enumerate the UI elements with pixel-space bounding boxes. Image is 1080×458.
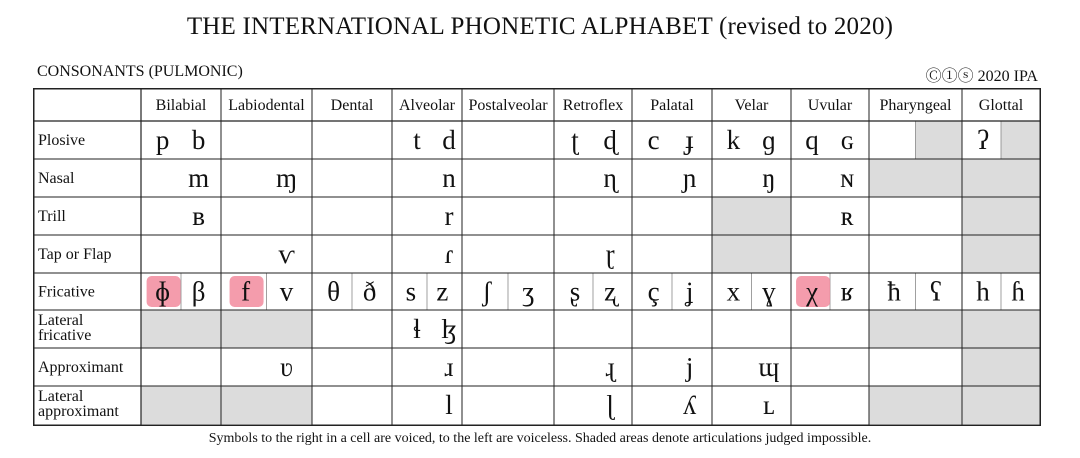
- voiceless-symbol: ç: [647, 276, 660, 307]
- voiceless-symbol: p: [155, 125, 170, 155]
- column-header-labiodental: Labiodental: [228, 97, 305, 114]
- impossible-shade: [141, 310, 221, 348]
- voiced-symbol: n: [442, 163, 456, 193]
- row-label-line2: fricative: [38, 327, 92, 344]
- voiced-symbol: ɴ: [840, 163, 854, 193]
- voiceless-symbol: ɬ: [413, 314, 421, 344]
- impossible-shade: [962, 235, 1040, 273]
- voiced-symbol: ɦ: [1011, 276, 1025, 307]
- voiced-symbol: ɹ: [444, 352, 454, 382]
- impossible-shade: [916, 121, 963, 159]
- voiced-symbol: ɻ: [605, 352, 615, 382]
- chart-background: [33, 88, 1041, 426]
- voiced-symbol: v: [279, 276, 294, 307]
- voiceless-symbol: k: [726, 125, 741, 155]
- impossible-shade: [221, 386, 312, 424]
- voiced-symbol: ʟ: [763, 390, 775, 420]
- voiced-symbol: ɭ: [606, 390, 614, 420]
- column-header-palatal: Palatal: [650, 97, 694, 114]
- impossible-shade: [962, 348, 1040, 386]
- voiced-symbol: l: [445, 390, 453, 420]
- impossible-shade: [869, 159, 962, 197]
- column-header-dental: Dental: [330, 97, 374, 114]
- column-header-retroflex: Retroflex: [562, 97, 624, 114]
- row-label-line2: approximant: [38, 403, 119, 420]
- voiceless-symbol: ʂ: [569, 276, 581, 307]
- voiced-symbol: β: [191, 276, 206, 307]
- voiceless-symbol: f: [241, 276, 251, 307]
- row-label: Trill: [38, 208, 66, 225]
- row-label-line1: Lateral: [38, 312, 84, 329]
- voiceless-symbol: c: [647, 125, 660, 155]
- voiced-symbol: z: [436, 276, 449, 307]
- impossible-shade: [221, 310, 312, 348]
- voiced-symbol: ɱ: [276, 163, 298, 193]
- voiced-symbol: ʎ: [682, 390, 697, 420]
- row-label: Fricative: [38, 283, 95, 301]
- impossible-shade: [962, 159, 1040, 197]
- voiced-symbol: ʁ: [840, 276, 854, 307]
- voiced-symbol: ɽ: [605, 239, 615, 269]
- voiceless-symbol: s: [405, 276, 417, 307]
- column-header-pharyngeal: Pharyngeal: [879, 97, 952, 114]
- chart-footnote: Symbols to the right in a cell are voiced, to the left are voiceless. Shaded areas denote articulations judged impossible.: [208, 431, 872, 446]
- impossible-shade: [869, 310, 962, 348]
- voiced-symbol: ɢ: [841, 125, 854, 155]
- impossible-shade: [712, 235, 791, 273]
- row-label: Approximant: [38, 359, 124, 376]
- impossible-shade: [141, 386, 221, 424]
- voiceless-symbol: χ: [806, 276, 819, 307]
- voiceless-symbol: t: [413, 125, 421, 155]
- voiceless-symbol: ʃ: [482, 276, 492, 307]
- voiced-symbol: ɲ: [682, 163, 697, 193]
- impossible-shade: [712, 197, 791, 235]
- voiceless-symbol: θ: [327, 276, 341, 307]
- row-label: Tap or Flap: [38, 246, 112, 263]
- voiced-symbol: r: [444, 201, 454, 231]
- voiced-symbol: j: [685, 352, 694, 382]
- voiced-symbol: ⱱ: [278, 239, 295, 269]
- column-header-glottal: Glottal: [978, 97, 1024, 114]
- voiced-symbol: ɣ: [762, 276, 776, 307]
- impossible-shade: [962, 310, 1040, 348]
- voiceless-symbol: q: [805, 125, 819, 155]
- voiced-symbol: ɮ: [441, 314, 457, 344]
- voiced-symbol: ʙ: [192, 201, 205, 231]
- row-label-line1: Lateral: [38, 388, 84, 405]
- voiced-symbol: ɡ: [762, 125, 776, 155]
- voiced-symbol: m: [188, 163, 210, 193]
- voiced-symbol: ʀ: [840, 201, 854, 231]
- voiced-symbol: ɳ: [603, 163, 617, 193]
- column-header-bilabial: Bilabial: [155, 97, 207, 114]
- column-header-velar: Velar: [734, 97, 769, 114]
- voiced-symbol: ŋ: [762, 163, 776, 193]
- voiceless-symbol: x: [726, 276, 741, 307]
- voiceless-symbol: ʔ: [977, 125, 990, 155]
- row-label: Plosive: [38, 132, 86, 149]
- row-label: Nasal: [38, 170, 75, 187]
- voiced-symbol: ʐ: [604, 276, 617, 307]
- voiceless-symbol: ɸ: [155, 276, 171, 307]
- impossible-shade: [1001, 121, 1040, 159]
- voiceless-symbol: h: [976, 276, 990, 307]
- voiceless-symbol: ʈ: [571, 125, 579, 155]
- column-header-uvular: Uvular: [807, 97, 853, 114]
- copyright-notice: Ⓒ①ⓢ 2020 IPA: [925, 68, 1038, 85]
- voiced-symbol: ʕ: [929, 276, 942, 307]
- voiced-symbol: ɰ: [758, 352, 780, 382]
- impossible-shade: [869, 386, 962, 424]
- voiced-symbol: d: [442, 125, 456, 155]
- voiced-symbol: ð: [362, 276, 377, 307]
- voiced-symbol: ʝ: [685, 276, 694, 307]
- voiced-symbol: ɾ: [444, 239, 454, 269]
- voiced-symbol: ɟ: [685, 125, 695, 155]
- voiced-symbol: ɖ: [603, 125, 617, 155]
- impossible-shade: [962, 386, 1040, 424]
- consonant-chart: [33, 88, 1041, 426]
- voiced-symbol: b: [191, 125, 206, 155]
- column-header-alveolar: Alveolar: [399, 97, 455, 114]
- voiced-symbol: ʋ: [280, 352, 293, 382]
- voiced-symbol: ʒ: [522, 276, 535, 307]
- voiceless-symbol: ħ: [887, 276, 901, 307]
- impossible-shade: [962, 197, 1040, 235]
- section-subtitle: CONSONANTS (PULMONIC): [37, 63, 243, 80]
- page-title: THE INTERNATIONAL PHONETIC ALPHABET (revised to 2020): [186, 13, 894, 40]
- column-header-postalveolar: Postalveolar: [468, 97, 548, 114]
